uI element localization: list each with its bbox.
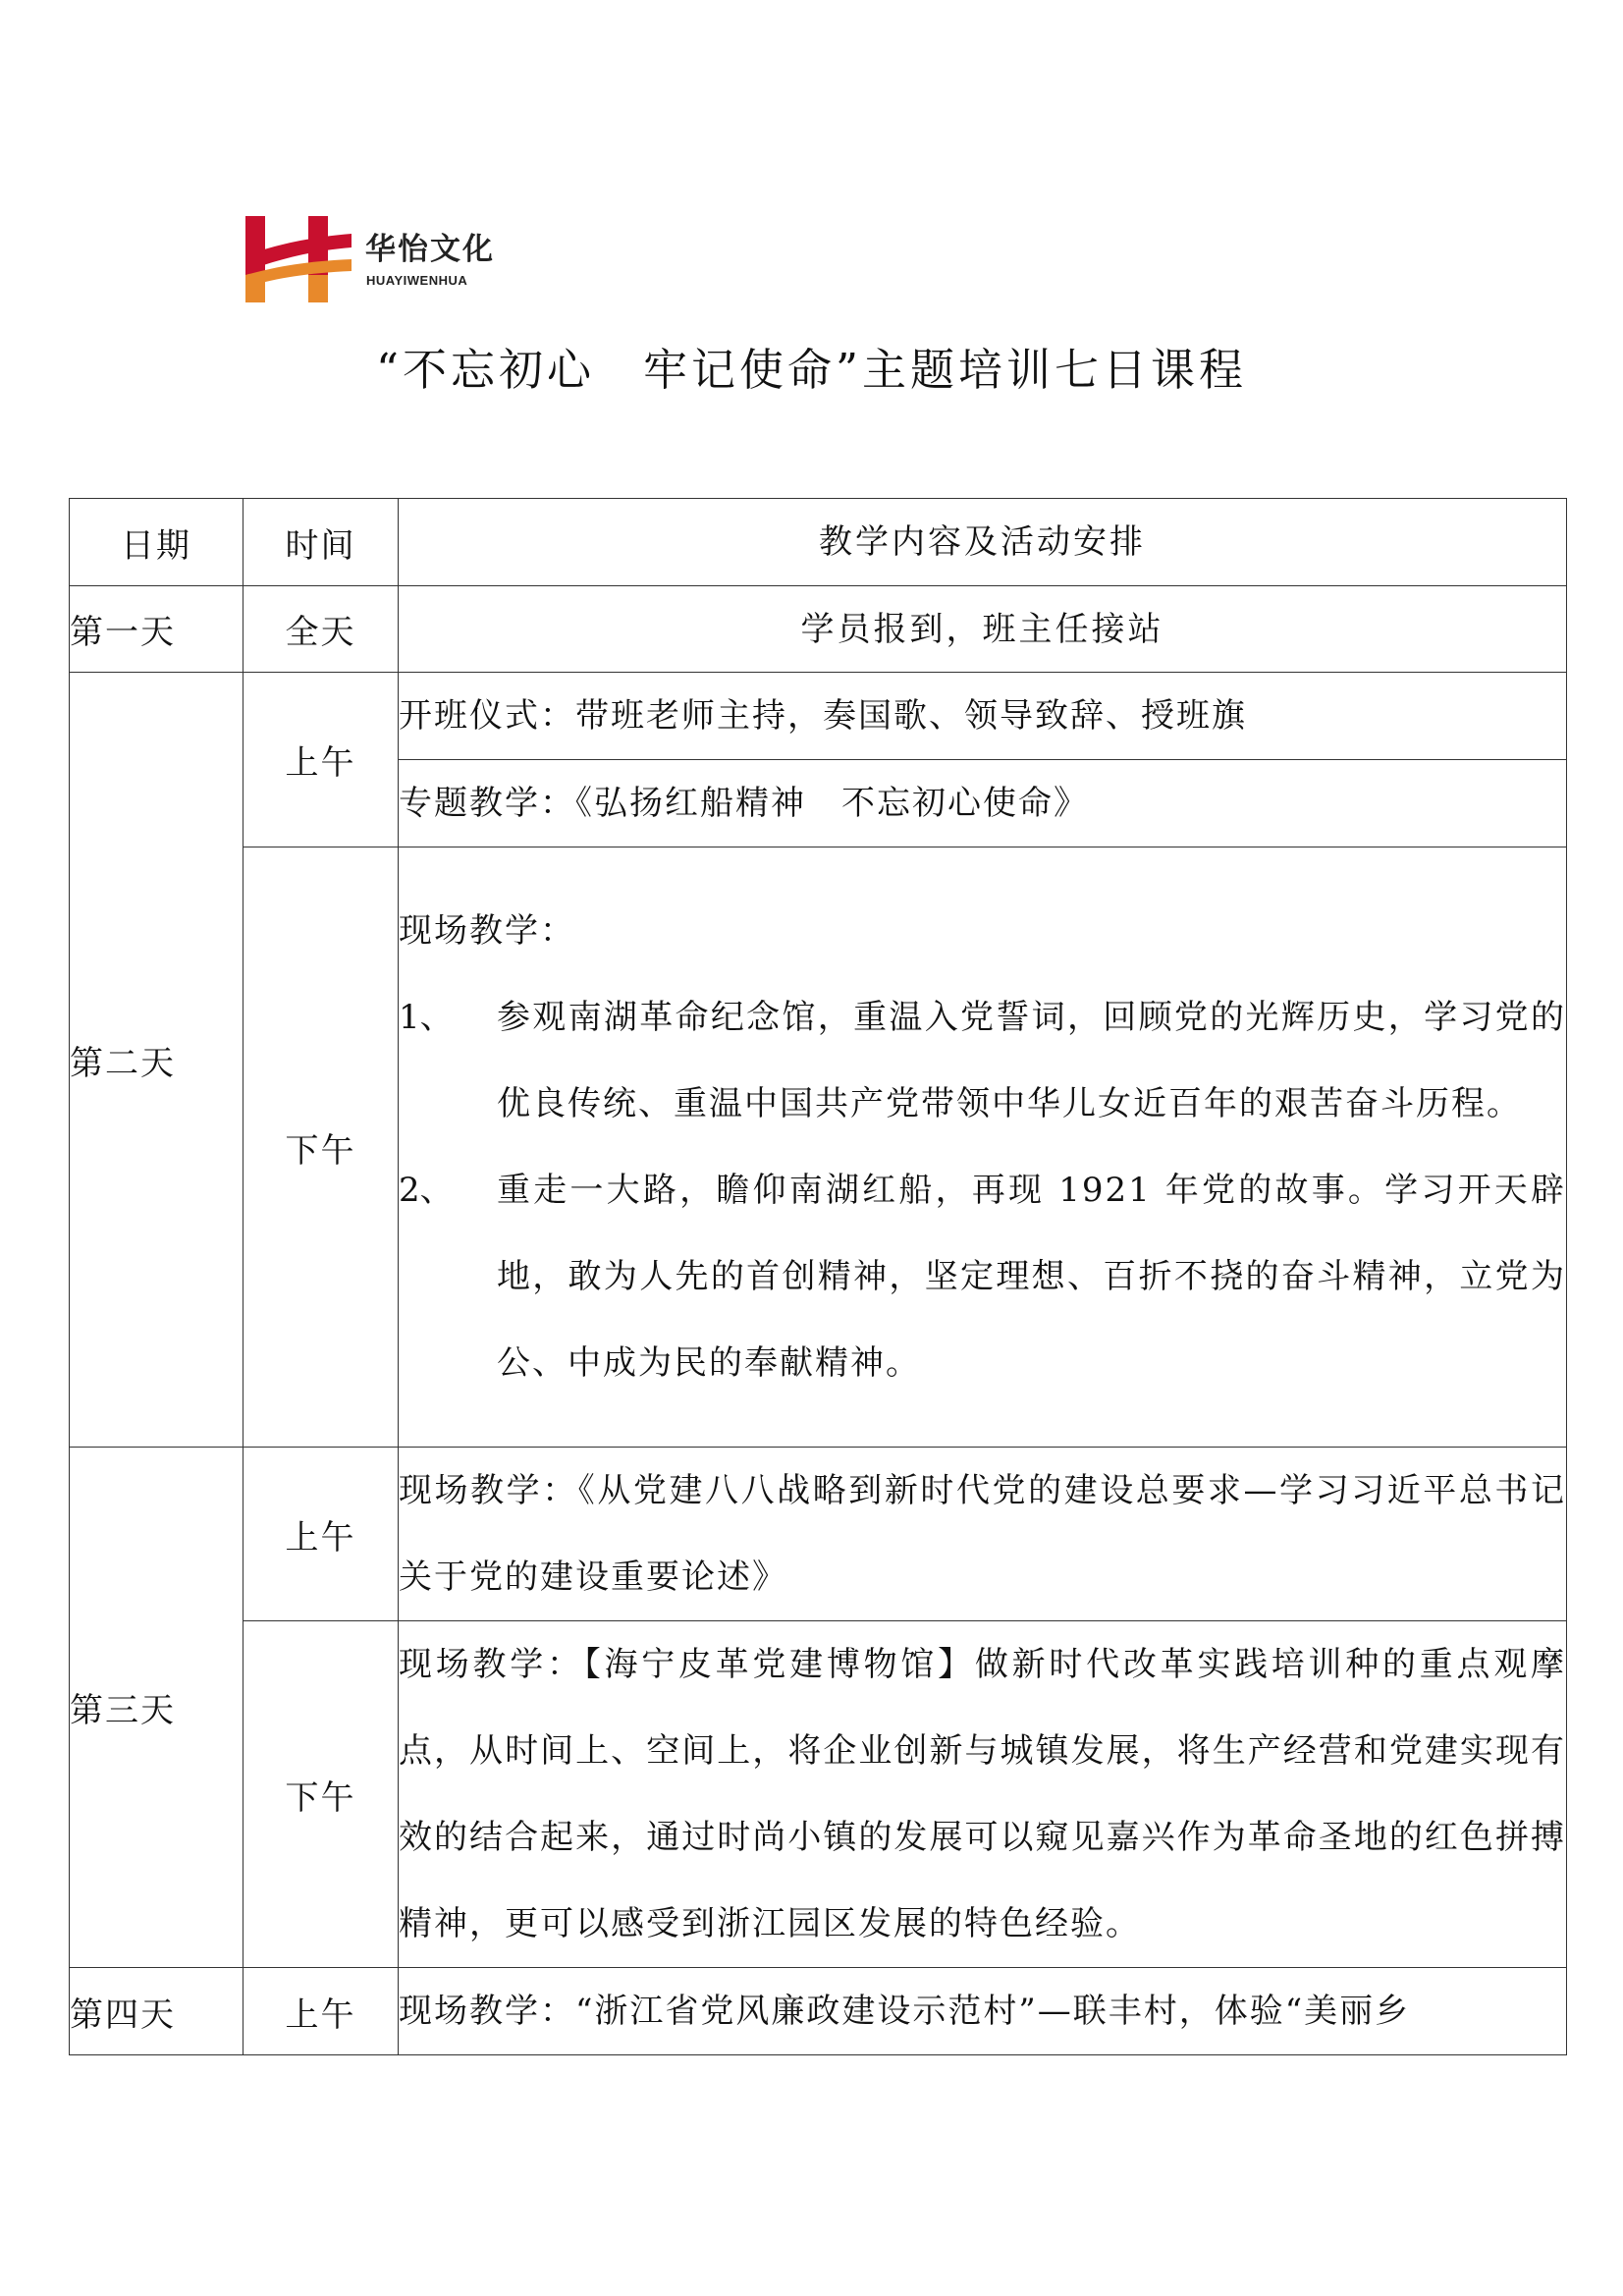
day2-am-time: 上午 bbox=[243, 673, 399, 847]
day3-pm-time: 下午 bbox=[243, 1621, 399, 1968]
logo-name-en: HUAYIWENHUA bbox=[366, 273, 468, 288]
day2-pm-content bbox=[399, 847, 1567, 1448]
day4-am-time: 上午 bbox=[243, 1968, 399, 2055]
document-title: “不忘初心 牢记使命”主题培训七日课程 bbox=[375, 344, 1247, 396]
logo-name-cn: 华怡文化 bbox=[365, 232, 495, 267]
day1-content: 学员报到，班主任接站 bbox=[399, 586, 1567, 673]
day2-am-content-1: 开班仪式：带班老师主持，奏国歌、领导致辞、授班旗 bbox=[399, 673, 1567, 760]
table-row-day3-am bbox=[70, 1448, 1567, 1621]
table-header-row bbox=[70, 499, 1567, 586]
list-item bbox=[399, 974, 1566, 1147]
table-row-day3-pm bbox=[70, 1621, 1567, 1968]
day2-pm-heading: 现场教学： bbox=[399, 911, 575, 951]
day3-am-time: 上午 bbox=[243, 1448, 399, 1621]
day3-date: 第三天 bbox=[70, 1448, 243, 1968]
list-item-text: 参观南湖革命纪念馆，重温入党誓词，回顾党的光辉历史，学习党的优良传统、重温中国共产党带领中华儿女近百年的艰苦奋斗历程。 bbox=[497, 998, 1566, 1123]
day1-date: 第一天 bbox=[70, 586, 243, 673]
day4-date: 第四天 bbox=[70, 1968, 243, 2055]
day3-pm-content: 现场教学：【海宁皮革党建博物馆】做新时代改革实践培训种的重点观摩点，从时间上、空间上，将企业创新与城镇发展，将生产经营和党建实现有效的结合起来，通过时尚小镇的发展可以窥见嘉兴作为革命圣地的红色拼搏精神，更可以感受到浙江园区发展的特色经验。 bbox=[399, 1621, 1567, 1968]
table-row-day2-pm bbox=[70, 847, 1567, 1448]
day2-date: 第二天 bbox=[70, 673, 243, 1448]
day3-am-content: 现场教学：《从党建八八战略到新时代党的建设总要求—学习习近平总书记关于党的建设重要论述》 bbox=[399, 1448, 1567, 1621]
header-content: 教学内容及活动安排 bbox=[399, 499, 1567, 586]
day2-pm-time: 下午 bbox=[243, 847, 399, 1448]
list-item-number: 1、 bbox=[399, 998, 454, 1037]
company-logo bbox=[245, 214, 511, 304]
list-item-number: 2、 bbox=[399, 1171, 454, 1210]
day1-time: 全天 bbox=[243, 586, 399, 673]
table-row-day4-am bbox=[70, 1968, 1567, 2055]
header-time: 时间 bbox=[243, 499, 399, 586]
list-item-text: 重走一大路，瞻仰南湖红船，再现 1921 年党的故事。学习开天辟地，敢为人先的首创精神，坚定理想、百折不挠的奋斗精神，立党为公、中成为民的奉献精神。 bbox=[497, 1171, 1566, 1383]
list-item bbox=[399, 1147, 1566, 1406]
day2-am-content-2: 专题教学：《弘扬红船精神 不忘初心使命》 bbox=[399, 760, 1567, 847]
huayi-logo-mark-icon bbox=[245, 216, 352, 302]
day4-am-content: 现场教学：“浙江省党风廉政建设示范村”—联丰村，体验“美丽乡 bbox=[399, 1968, 1567, 2055]
table-row-day2-am-1 bbox=[70, 673, 1567, 760]
header-date: 日期 bbox=[70, 499, 243, 586]
table-row-day1 bbox=[70, 586, 1567, 673]
schedule-table bbox=[69, 498, 1567, 2055]
